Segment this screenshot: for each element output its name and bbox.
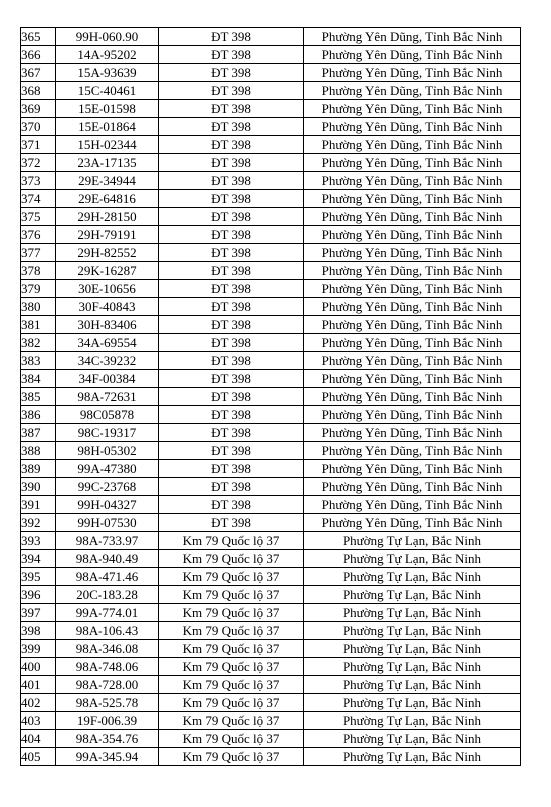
- address-cell: Phường Yên Dũng, Tỉnh Bắc Ninh: [304, 316, 521, 334]
- row-number-cell: 366: [21, 46, 56, 64]
- address-cell: Phường Yên Dũng, Tỉnh Bắc Ninh: [304, 154, 521, 172]
- license-plate-cell: 14A-95202: [56, 46, 159, 64]
- table-row: [21, 532, 521, 550]
- location-cell: ĐT 398: [159, 280, 304, 298]
- table-row: [21, 748, 521, 766]
- row-number-cell: 405: [21, 748, 56, 766]
- license-plate-cell: 98A-471.46: [56, 568, 159, 586]
- table-row: [21, 244, 521, 262]
- table-row: [21, 352, 521, 370]
- address-cell: Phường Tự Lạn, Bắc Ninh: [304, 676, 521, 694]
- row-number-cell: 395: [21, 568, 56, 586]
- table-row: [21, 460, 521, 478]
- address-cell: Phường Tự Lạn, Bắc Ninh: [304, 568, 521, 586]
- license-plate-cell: 98A-733.97: [56, 532, 159, 550]
- address-cell: Phường Yên Dũng, Tỉnh Bắc Ninh: [304, 334, 521, 352]
- license-plate-cell: 15H-02344: [56, 136, 159, 154]
- address-cell: Phường Tự Lạn, Bắc Ninh: [304, 640, 521, 658]
- row-number-cell: 392: [21, 514, 56, 532]
- table-row: [21, 604, 521, 622]
- table-row: [21, 136, 521, 154]
- location-cell: Km 79 Quốc lộ 37: [159, 640, 304, 658]
- address-cell: Phường Tự Lạn, Bắc Ninh: [304, 748, 521, 766]
- location-cell: Km 79 Quốc lộ 37: [159, 658, 304, 676]
- address-cell: Phường Yên Dũng, Tỉnh Bắc Ninh: [304, 28, 521, 46]
- location-cell: ĐT 398: [159, 478, 304, 496]
- row-number-cell: 376: [21, 226, 56, 244]
- table-row: [21, 334, 521, 352]
- license-plate-cell: 29E-34944: [56, 172, 159, 190]
- table-row: [21, 568, 521, 586]
- license-plate-cell: 15A-93639: [56, 64, 159, 82]
- address-cell: Phường Yên Dũng, Tỉnh Bắc Ninh: [304, 262, 521, 280]
- location-cell: Km 79 Quốc lộ 37: [159, 748, 304, 766]
- address-cell: Phường Yên Dũng, Tỉnh Bắc Ninh: [304, 370, 521, 388]
- license-plate-cell: 98A-748.06: [56, 658, 159, 676]
- address-cell: Phường Yên Dũng, Tỉnh Bắc Ninh: [304, 46, 521, 64]
- license-plate-cell: 98A-728.00: [56, 676, 159, 694]
- row-number-cell: 383: [21, 352, 56, 370]
- row-number-cell: 398: [21, 622, 56, 640]
- license-plate-cell: 98A-940.49: [56, 550, 159, 568]
- row-number-cell: 403: [21, 712, 56, 730]
- table-row: [21, 712, 521, 730]
- location-cell: ĐT 398: [159, 118, 304, 136]
- license-plate-cell: 29H-79191: [56, 226, 159, 244]
- location-cell: Km 79 Quốc lộ 37: [159, 604, 304, 622]
- location-cell: ĐT 398: [159, 442, 304, 460]
- license-plate-cell: 30F-40843: [56, 298, 159, 316]
- row-number-cell: 380: [21, 298, 56, 316]
- address-cell: Phường Tự Lạn, Bắc Ninh: [304, 694, 521, 712]
- table-row: [21, 64, 521, 82]
- table-row: [21, 154, 521, 172]
- row-number-cell: 404: [21, 730, 56, 748]
- table-row: [21, 226, 521, 244]
- table-row: [21, 298, 521, 316]
- address-cell: Phường Yên Dũng, Tỉnh Bắc Ninh: [304, 352, 521, 370]
- license-plate-cell: 30H-83406: [56, 316, 159, 334]
- row-number-cell: 368: [21, 82, 56, 100]
- license-plate-cell: 99A-47380: [56, 460, 159, 478]
- address-cell: Phường Yên Dũng, Tỉnh Bắc Ninh: [304, 172, 521, 190]
- location-cell: ĐT 398: [159, 352, 304, 370]
- location-cell: ĐT 398: [159, 334, 304, 352]
- license-plate-cell: 15E-01864: [56, 118, 159, 136]
- row-number-cell: 386: [21, 406, 56, 424]
- table-row: [21, 388, 521, 406]
- location-cell: ĐT 398: [159, 226, 304, 244]
- table-row: [21, 658, 521, 676]
- address-cell: Phường Yên Dũng, Tỉnh Bắc Ninh: [304, 298, 521, 316]
- row-number-cell: 401: [21, 676, 56, 694]
- location-cell: ĐT 398: [159, 28, 304, 46]
- license-plate-cell: 29K-16287: [56, 262, 159, 280]
- row-number-cell: 365: [21, 28, 56, 46]
- table-row: [21, 442, 521, 460]
- table-row: [21, 172, 521, 190]
- table-row: [21, 280, 521, 298]
- row-number-cell: 397: [21, 604, 56, 622]
- table-row: [21, 208, 521, 226]
- row-number-cell: 369: [21, 100, 56, 118]
- table-row: [21, 406, 521, 424]
- row-number-cell: 372: [21, 154, 56, 172]
- location-cell: ĐT 398: [159, 190, 304, 208]
- address-cell: Phường Yên Dũng, Tỉnh Bắc Ninh: [304, 460, 521, 478]
- license-plate-cell: 20C-183.28: [56, 586, 159, 604]
- table-row: [21, 190, 521, 208]
- row-number-cell: 377: [21, 244, 56, 262]
- license-plate-cell: 99C-23768: [56, 478, 159, 496]
- location-cell: ĐT 398: [159, 316, 304, 334]
- row-number-cell: 391: [21, 496, 56, 514]
- location-cell: Km 79 Quốc lộ 37: [159, 568, 304, 586]
- license-plate-cell: 99A-774.01: [56, 604, 159, 622]
- address-cell: Phường Yên Dũng, Tỉnh Bắc Ninh: [304, 244, 521, 262]
- license-plate-cell: 98H-05302: [56, 442, 159, 460]
- row-number-cell: 375: [21, 208, 56, 226]
- table-row: [21, 514, 521, 532]
- table-row: [21, 640, 521, 658]
- address-cell: Phường Tự Lạn, Bắc Ninh: [304, 550, 521, 568]
- row-number-cell: 396: [21, 586, 56, 604]
- address-cell: Phường Tự Lạn, Bắc Ninh: [304, 730, 521, 748]
- license-plate-cell: 98C05878: [56, 406, 159, 424]
- location-cell: ĐT 398: [159, 244, 304, 262]
- location-cell: ĐT 398: [159, 388, 304, 406]
- vehicle-list-table: [20, 27, 521, 766]
- row-number-cell: 384: [21, 370, 56, 388]
- address-cell: Phường Tự Lạn, Bắc Ninh: [304, 622, 521, 640]
- location-cell: ĐT 398: [159, 208, 304, 226]
- table-body: [21, 28, 521, 766]
- location-cell: ĐT 398: [159, 424, 304, 442]
- address-cell: Phường Tự Lạn, Bắc Ninh: [304, 658, 521, 676]
- license-plate-cell: 98A-106.43: [56, 622, 159, 640]
- address-cell: Phường Yên Dũng, Tỉnh Bắc Ninh: [304, 496, 521, 514]
- address-cell: Phường Yên Dũng, Tỉnh Bắc Ninh: [304, 118, 521, 136]
- table-row: [21, 622, 521, 640]
- table-row: [21, 316, 521, 334]
- license-plate-cell: 34F-00384: [56, 370, 159, 388]
- address-cell: Phường Yên Dũng, Tỉnh Bắc Ninh: [304, 208, 521, 226]
- row-number-cell: 388: [21, 442, 56, 460]
- location-cell: Km 79 Quốc lộ 37: [159, 712, 304, 730]
- location-cell: ĐT 398: [159, 460, 304, 478]
- location-cell: ĐT 398: [159, 136, 304, 154]
- address-cell: Phường Yên Dũng, Tỉnh Bắc Ninh: [304, 478, 521, 496]
- location-cell: ĐT 398: [159, 46, 304, 64]
- address-cell: Phường Yên Dũng, Tỉnh Bắc Ninh: [304, 280, 521, 298]
- row-number-cell: 385: [21, 388, 56, 406]
- address-cell: Phường Yên Dũng, Tỉnh Bắc Ninh: [304, 82, 521, 100]
- row-number-cell: 371: [21, 136, 56, 154]
- location-cell: ĐT 398: [159, 514, 304, 532]
- row-number-cell: 381: [21, 316, 56, 334]
- location-cell: ĐT 398: [159, 370, 304, 388]
- license-plate-cell: 29H-82552: [56, 244, 159, 262]
- table-row: [21, 694, 521, 712]
- address-cell: Phường Yên Dũng, Tỉnh Bắc Ninh: [304, 136, 521, 154]
- row-number-cell: 393: [21, 532, 56, 550]
- table-row: [21, 262, 521, 280]
- address-cell: Phường Yên Dũng, Tỉnh Bắc Ninh: [304, 226, 521, 244]
- location-cell: Km 79 Quốc lộ 37: [159, 550, 304, 568]
- table-row: [21, 28, 521, 46]
- license-plate-cell: 99H-060.90: [56, 28, 159, 46]
- row-number-cell: 367: [21, 64, 56, 82]
- table-row: [21, 118, 521, 136]
- row-number-cell: 399: [21, 640, 56, 658]
- license-plate-cell: 15E-01598: [56, 100, 159, 118]
- address-cell: Phường Yên Dũng, Tỉnh Bắc Ninh: [304, 442, 521, 460]
- row-number-cell: 373: [21, 172, 56, 190]
- row-number-cell: 379: [21, 280, 56, 298]
- license-plate-cell: 98A-72631: [56, 388, 159, 406]
- location-cell: Km 79 Quốc lộ 37: [159, 586, 304, 604]
- row-number-cell: 370: [21, 118, 56, 136]
- address-cell: Phường Yên Dũng, Tỉnh Bắc Ninh: [304, 514, 521, 532]
- location-cell: Km 79 Quốc lộ 37: [159, 622, 304, 640]
- row-number-cell: 387: [21, 424, 56, 442]
- location-cell: ĐT 398: [159, 298, 304, 316]
- location-cell: Km 79 Quốc lộ 37: [159, 730, 304, 748]
- license-plate-cell: 29H-28150: [56, 208, 159, 226]
- location-cell: ĐT 398: [159, 82, 304, 100]
- row-number-cell: 394: [21, 550, 56, 568]
- row-number-cell: 378: [21, 262, 56, 280]
- license-plate-cell: 34C-39232: [56, 352, 159, 370]
- row-number-cell: 390: [21, 478, 56, 496]
- location-cell: Km 79 Quốc lộ 37: [159, 532, 304, 550]
- license-plate-cell: 23A-17135: [56, 154, 159, 172]
- table-row: [21, 100, 521, 118]
- license-plate-cell: 19F-006.39: [56, 712, 159, 730]
- address-cell: Phường Tự Lạn, Bắc Ninh: [304, 712, 521, 730]
- license-plate-cell: 30E-10656: [56, 280, 159, 298]
- license-plate-cell: 34A-69554: [56, 334, 159, 352]
- location-cell: ĐT 398: [159, 172, 304, 190]
- address-cell: Phường Tự Lạn, Bắc Ninh: [304, 532, 521, 550]
- license-plate-cell: 99A-345.94: [56, 748, 159, 766]
- address-cell: Phường Yên Dũng, Tỉnh Bắc Ninh: [304, 64, 521, 82]
- table-row: [21, 424, 521, 442]
- location-cell: ĐT 398: [159, 496, 304, 514]
- table-row: [21, 586, 521, 604]
- location-cell: ĐT 398: [159, 64, 304, 82]
- license-plate-cell: 98C-19317: [56, 424, 159, 442]
- license-plate-cell: 98A-346.08: [56, 640, 159, 658]
- license-plate-cell: 99H-07530: [56, 514, 159, 532]
- table-row: [21, 730, 521, 748]
- address-cell: Phường Yên Dũng, Tỉnh Bắc Ninh: [304, 406, 521, 424]
- address-cell: Phường Yên Dũng, Tỉnh Bắc Ninh: [304, 190, 521, 208]
- location-cell: ĐT 398: [159, 406, 304, 424]
- row-number-cell: 389: [21, 460, 56, 478]
- address-cell: Phường Tự Lạn, Bắc Ninh: [304, 586, 521, 604]
- table-row: [21, 550, 521, 568]
- license-plate-cell: 29E-64816: [56, 190, 159, 208]
- row-number-cell: 374: [21, 190, 56, 208]
- table-row: [21, 370, 521, 388]
- license-plate-cell: 99H-04327: [56, 496, 159, 514]
- location-cell: ĐT 398: [159, 100, 304, 118]
- location-cell: ĐT 398: [159, 262, 304, 280]
- address-cell: Phường Yên Dũng, Tỉnh Bắc Ninh: [304, 100, 521, 118]
- row-number-cell: 382: [21, 334, 56, 352]
- table-row: [21, 496, 521, 514]
- license-plate-cell: 98A-354.76: [56, 730, 159, 748]
- license-plate-cell: 15C-40461: [56, 82, 159, 100]
- location-cell: Km 79 Quốc lộ 37: [159, 676, 304, 694]
- location-cell: ĐT 398: [159, 154, 304, 172]
- address-cell: Phường Yên Dũng, Tỉnh Bắc Ninh: [304, 424, 521, 442]
- address-cell: Phường Tự Lạn, Bắc Ninh: [304, 604, 521, 622]
- license-plate-cell: 98A-525.78: [56, 694, 159, 712]
- table-row: [21, 676, 521, 694]
- row-number-cell: 402: [21, 694, 56, 712]
- table-row: [21, 82, 521, 100]
- table-row: [21, 478, 521, 496]
- address-cell: Phường Yên Dũng, Tỉnh Bắc Ninh: [304, 388, 521, 406]
- row-number-cell: 400: [21, 658, 56, 676]
- table-row: [21, 46, 521, 64]
- location-cell: Km 79 Quốc lộ 37: [159, 694, 304, 712]
